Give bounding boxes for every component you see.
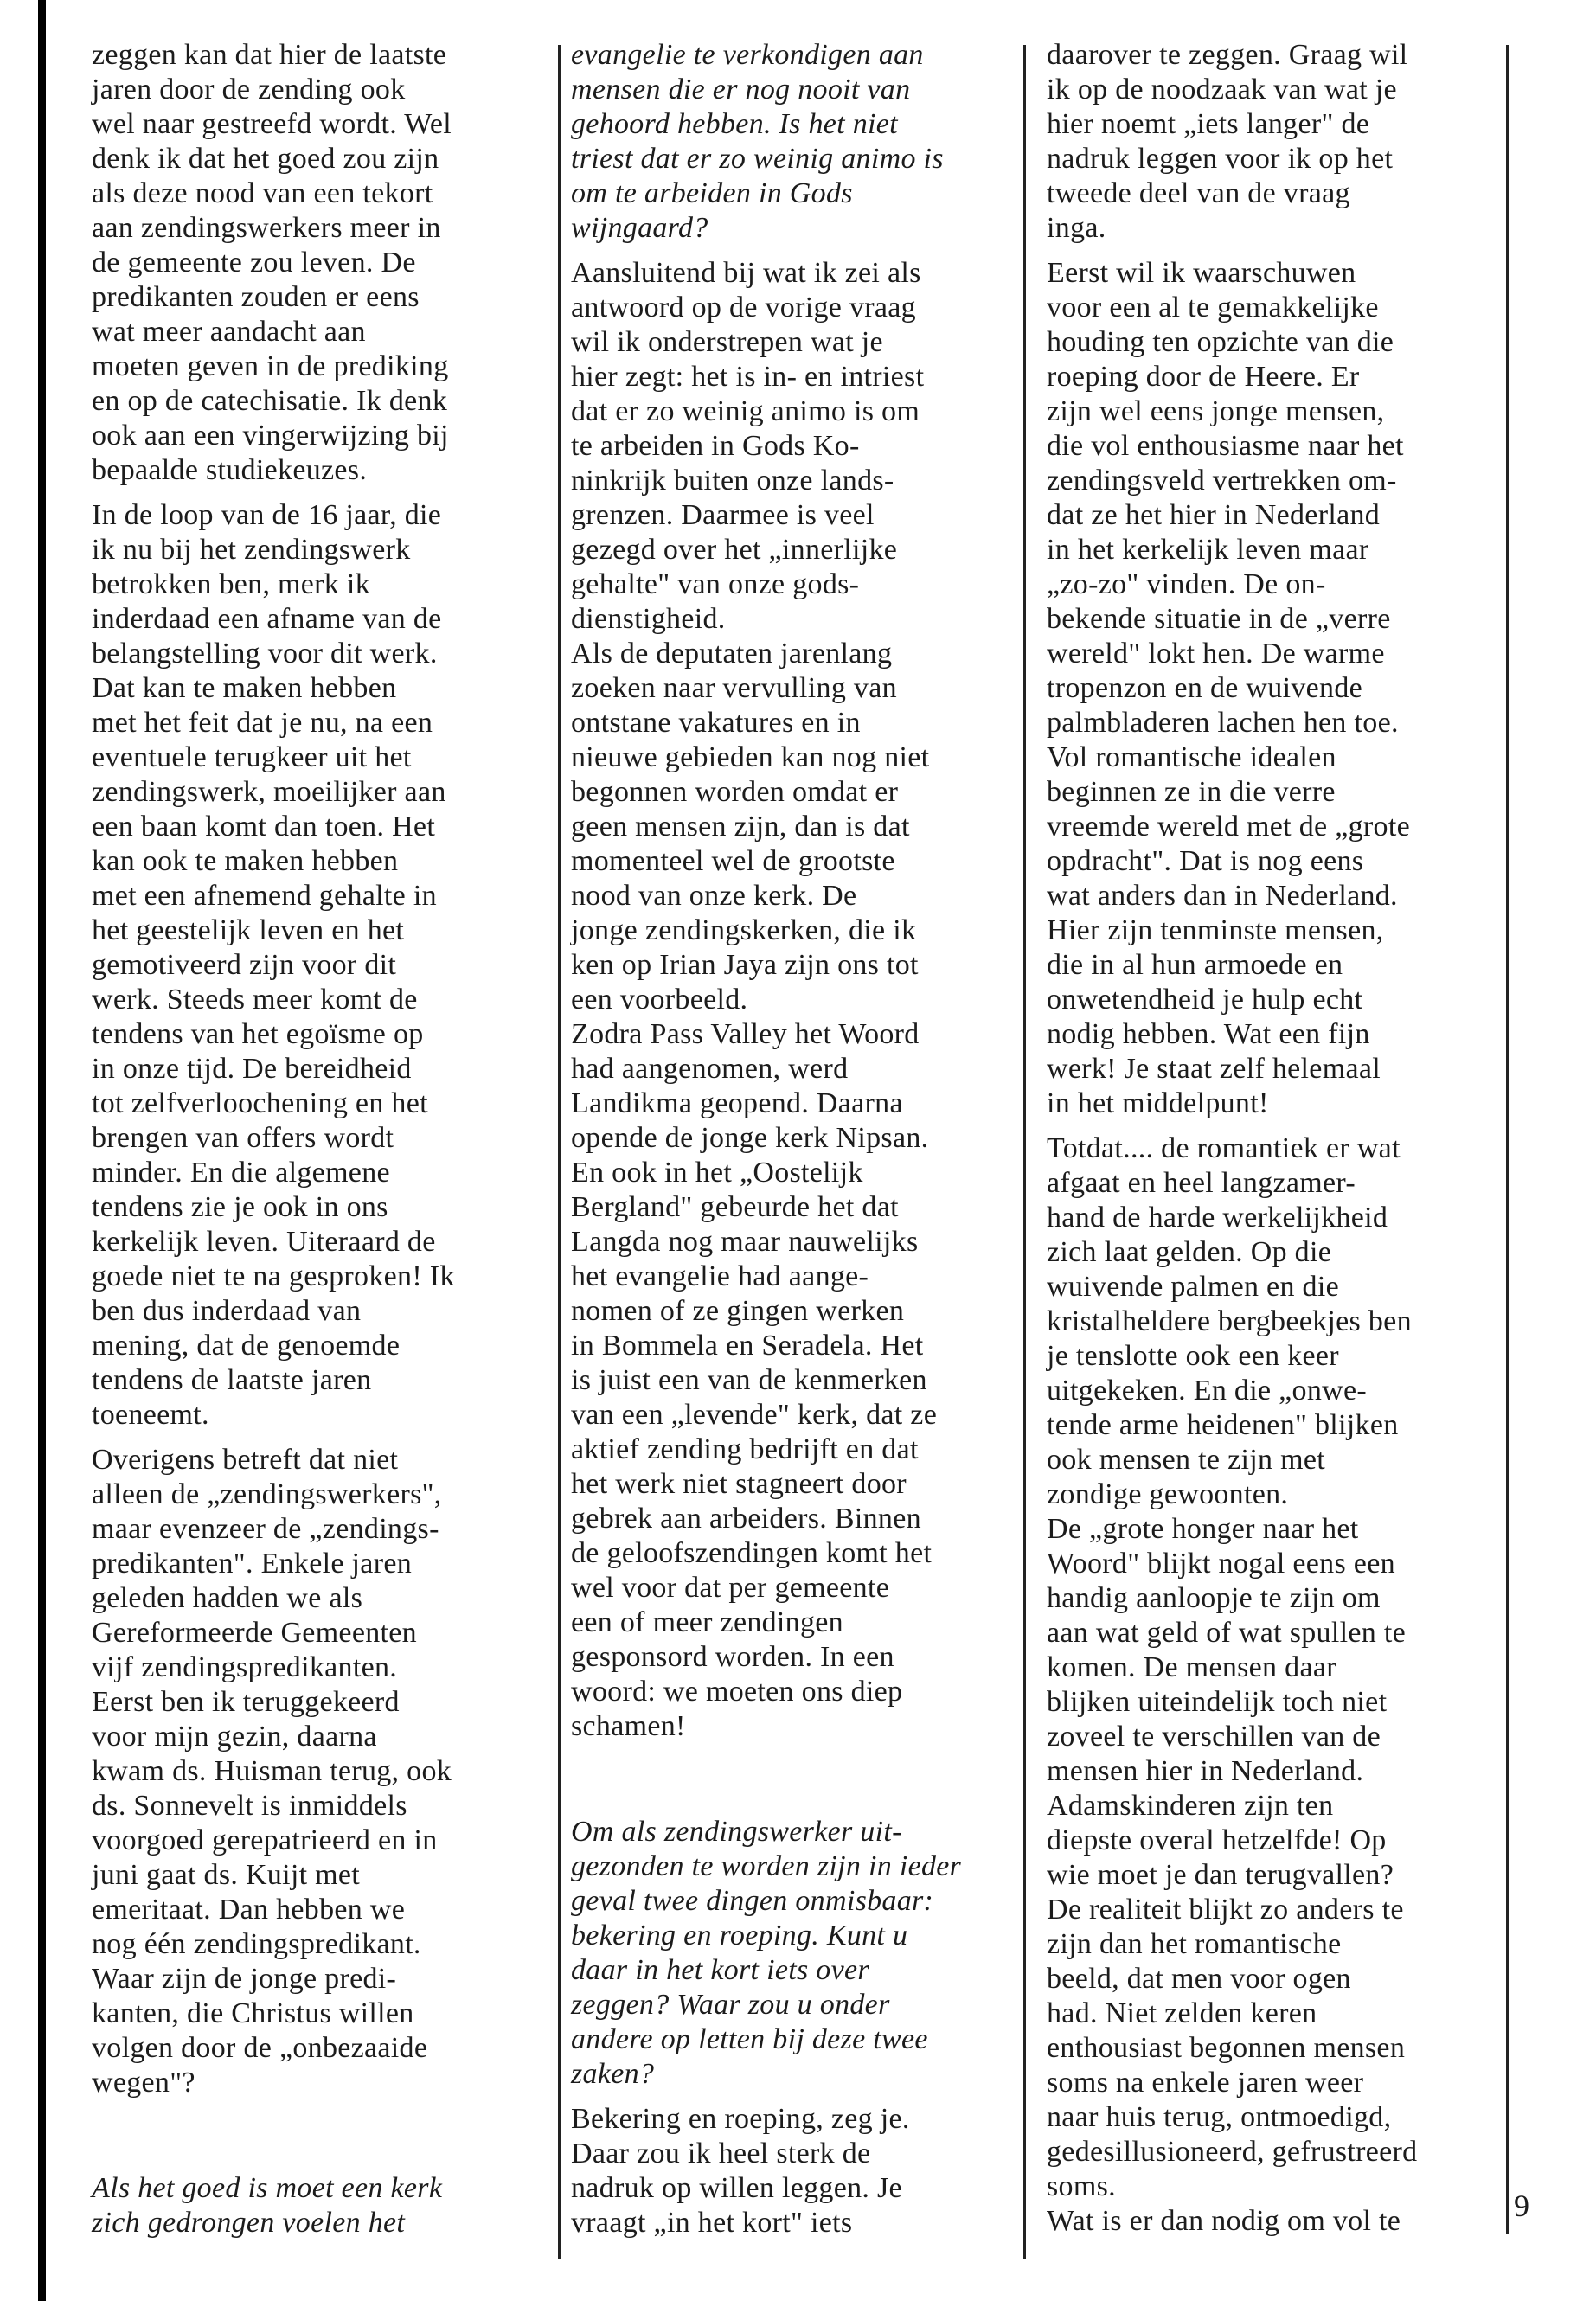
text-line: tendens van het egoïsme op [92, 1018, 424, 1050]
text-line: de gemeente zou leven. De [92, 247, 416, 279]
text-line: minder. En die algemene [92, 1157, 390, 1189]
text-line: wel voor dat per gemeente [571, 1572, 890, 1604]
text-line: grenzen. Daarmee is veel [571, 499, 875, 531]
text-line: Overigens betreft dat niet [92, 1444, 399, 1476]
text-line: nodig hebben. Wat een fijn [1047, 1018, 1370, 1050]
text-line: belangstelling voor dit werk. [92, 638, 438, 670]
text-line: zijn wel eens jonge mensen, [1047, 395, 1385, 427]
column-rule [1023, 45, 1026, 2259]
text-line: gezegd over het „innerlijke [571, 534, 898, 566]
text-line: het werk niet stagneert door [571, 1468, 907, 1500]
interview-question [571, 1815, 1012, 2092]
text-line: ik nu bij het zendingswerk [92, 534, 411, 566]
text-line: voor een al te gemakkelijke [1047, 292, 1379, 324]
text-line: nadruk leggen voor ik op het [1047, 143, 1394, 175]
text-line: Totdat.... de romantiek er wat [1047, 1132, 1401, 1164]
text-line: Woord" blijkt nogal eens een [1047, 1548, 1395, 1580]
text-line: hier zegt: het is in- en intriest [571, 361, 925, 393]
text-line: wel naar gestreefd wordt. Wel [92, 108, 452, 140]
text-line: houding ten opzichte van die [1047, 326, 1394, 358]
text-line: zoeken naar vervulling van [571, 672, 897, 704]
text-line: onwetendheid je hulp echt [1047, 984, 1363, 1016]
text-line: bekende situatie in de „verre [1047, 603, 1391, 635]
interview-answer [1047, 256, 1497, 1121]
text-line: Dat kan te maken hebben [92, 672, 397, 704]
interview-answer [571, 2102, 1012, 2240]
interview-answer [92, 498, 542, 1433]
text-line: ds. Sonnevelt is inmiddels [92, 1790, 407, 1822]
text-line: Als de deputaten jarenlang [571, 638, 893, 670]
paragraph-gap [571, 1744, 1012, 1815]
text-line: enthousiast begonnen mensen [1047, 2032, 1406, 2064]
text-line: om te arbeiden in Gods [571, 177, 853, 209]
text-line: dat er zo weinig animo is om [571, 395, 920, 427]
page-number: 9 [1514, 2189, 1529, 2223]
text-line: inderdaad een afname van de [92, 603, 442, 635]
text-line: predikanten". Enkele jaren [92, 1548, 413, 1580]
text-line: beginnen ze in die verre [1047, 776, 1336, 808]
text-line: diepste overal hetzelfde! Op [1047, 1824, 1387, 1856]
text-line: evangelie te verkondigen aan [571, 39, 924, 71]
text-line: Gereformeerde Gemeenten [92, 1617, 417, 1649]
text-line: vreemde wereld met de „grote [1047, 811, 1410, 843]
text-line: nog één zendingspredikant. [92, 1928, 421, 1960]
text-line: maar evenzeer de „zendings- [92, 1513, 439, 1545]
text-line: dienstigheid. [571, 603, 726, 635]
text-line: mening, dat de genoemde [92, 1330, 401, 1362]
text-line: hier noemt „iets langer" de [1047, 108, 1370, 140]
text-line: Hier zijn tenminste mensen, [1047, 914, 1384, 946]
text-line: wil ik onderstrepen wat je [571, 326, 883, 358]
text-line: kwam ds. Huisman terug, ook [92, 1755, 452, 1787]
text-line: Als het goed is moet een kerk [92, 2172, 443, 2204]
text-line: wat anders dan in Nederland. [1047, 880, 1398, 912]
text-line: wereld" lokt hen. De warme [1047, 638, 1385, 670]
text-line: en op de catechisatie. Ik denk [92, 385, 448, 417]
text-line: die vol enthousiasme naar het [1047, 430, 1404, 462]
text-line: In de loop van de 16 jaar, die [92, 499, 442, 531]
text-line: naar huis terug, ontmoedigd, [1047, 2101, 1392, 2133]
text-line: jonge zendingskerken, die ik [571, 914, 917, 946]
text-line: zondige gewoonten. [1047, 1478, 1289, 1510]
text-column-3 [1047, 38, 1497, 2239]
text-line: zendingswerk, moeilijker aan [92, 776, 446, 808]
text-line: in onze tijd. De bereidheid [92, 1053, 412, 1085]
text-line: bepaalde studiekeuzes. [92, 454, 368, 486]
text-line: vijf zendingspredikanten. [92, 1651, 398, 1683]
text-line: Landikma geopend. Daarna [571, 1087, 903, 1119]
text-line: eventuele terugkeer uit het [92, 741, 412, 773]
text-line: had aangenomen, werd [571, 1053, 849, 1085]
text-line: uitgekeken. En die „onwe- [1047, 1375, 1368, 1407]
text-line: Bekering en roeping, zeg je. [571, 2103, 910, 2135]
text-line: in het kerkelijk leven maar [1047, 534, 1369, 566]
text-line: in Bommela en Seradela. Het [571, 1330, 924, 1362]
interview-question [571, 38, 1012, 246]
text-line: wijngaard? [571, 212, 708, 244]
text-line: ook mensen te zijn met [1047, 1444, 1325, 1476]
text-line: Eerst wil ik waarschuwen [1047, 257, 1356, 289]
text-line: ook aan een vingerwijzing bij [92, 420, 449, 452]
text-line: denk ik dat het goed zou zijn [92, 143, 439, 175]
text-line: dat ze het hier in Nederland [1047, 499, 1381, 531]
text-line: En ook in het „Oostelijk [571, 1157, 863, 1189]
text-line: volgen door de „onbezaaide [92, 2032, 428, 2064]
text-line: momenteel wel de grootste [571, 845, 895, 877]
paragraph-gap [1047, 1121, 1497, 1131]
interview-answer [571, 256, 1012, 1744]
text-line: zoveel te verschillen van de [1047, 1721, 1381, 1753]
text-line: roeping door de Heere. Er [1047, 361, 1360, 393]
text-line: nieuwe gebieden kan nog niet [571, 741, 930, 773]
text-line: Zodra Pass Valley het Woord [571, 1018, 920, 1050]
text-line: betrokken ben, merk ik [92, 568, 370, 600]
column-rule [558, 45, 561, 2259]
text-line: kan ook te maken hebben [92, 845, 399, 877]
text-line: blijken uiteindelijk toch niet [1047, 1686, 1388, 1718]
text-line: toeneemt. [92, 1399, 209, 1431]
text-line: vraagt „in het kort" iets [571, 2207, 853, 2239]
text-line: geval twee dingen onmisbaar: [571, 1885, 934, 1917]
text-line: inga. [1047, 212, 1106, 244]
column-rule [1506, 45, 1509, 2234]
paragraph-gap [1047, 246, 1497, 256]
text-line: zijn dan het romantische [1047, 1928, 1342, 1960]
interview-answer [1047, 1131, 1497, 2239]
text-line: kristalheldere bergbeekjes ben [1047, 1305, 1412, 1337]
paragraph-gap [92, 1433, 542, 1443]
text-line: zaken? [571, 2058, 655, 2090]
text-line: Langda nog maar nauwelijks [571, 1226, 919, 1258]
text-line: triest dat er zo weinig animo is [571, 143, 944, 175]
text-line: als deze nood van een tekort [92, 177, 433, 209]
text-line: andere op letten bij deze twee [571, 2023, 928, 2055]
text-line: voorgoed gerepatrieerd en in [92, 1824, 438, 1856]
text-line: kanten, die Christus willen [92, 1997, 414, 2029]
text-line: handig aanloopje te zijn om [1047, 1582, 1381, 1614]
text-line: gesponsord worden. In een [571, 1641, 894, 1673]
text-line: werk! Je staat zelf helemaal [1047, 1053, 1381, 1085]
text-line: juni gaat ds. Kuijt met [92, 1859, 361, 1891]
text-line: beeld, dat men voor ogen [1047, 1963, 1351, 1995]
text-line: Eerst ben ik teruggekeerd [92, 1686, 400, 1718]
text-line: Adamskinderen zijn ten [1047, 1790, 1334, 1822]
scan-edge [38, 0, 46, 2301]
text-line: die in al hun armoede en [1047, 949, 1343, 981]
text-line: je tenslotte ook een keer [1047, 1340, 1339, 1372]
text-line: emeritaat. Dan hebben we [92, 1894, 406, 1926]
text-line: brengen van offers wordt [92, 1122, 394, 1154]
text-line: De realiteit blijkt zo anders te [1047, 1894, 1404, 1926]
text-line: schamen! [571, 1710, 686, 1742]
text-line: mensen hier in Nederland. [1047, 1755, 1364, 1787]
text-line: aan zendingswerkers meer in [92, 212, 441, 244]
text-line: een of meer zendingen [571, 1606, 843, 1638]
text-line: gemotiveerd zijn voor dit [92, 949, 397, 981]
text-line: komen. De mensen daar [1047, 1651, 1336, 1683]
text-line: een baan komt dan toen. Het [92, 811, 436, 843]
text-line: het geestelijk leven en het [92, 914, 405, 946]
text-line: Bergland" gebeurde het dat [571, 1191, 899, 1223]
text-line: „zo-zo" vinden. De on- [1047, 568, 1326, 600]
text-line: te arbeiden in Gods Ko- [571, 430, 860, 462]
text-line: Om als zendingswerker uit- [571, 1816, 902, 1848]
text-line: wie moet je dan terugvallen? [1047, 1859, 1394, 1891]
text-line: aan wat geld of wat spullen te [1047, 1617, 1406, 1649]
text-line: ben dus inderdaad van [92, 1295, 362, 1327]
text-line: afgaat en heel langzamer- [1047, 1167, 1356, 1199]
paragraph-gap [92, 488, 542, 498]
text-line: Aansluitend bij wat ik zei als [571, 257, 921, 289]
text-line: woord: we moeten ons diep [571, 1676, 903, 1708]
text-line: Waar zijn de jonge predi- [92, 1963, 397, 1995]
text-line: ik op de noodzaak van wat je [1047, 74, 1397, 106]
text-line: zendingsveld vertrekken om- [1047, 465, 1397, 497]
text-line: in het middelpunt! [1047, 1087, 1269, 1119]
text-line: moeten geven in de prediking [92, 350, 449, 382]
text-line: tot zelfverloochening en het [92, 1087, 428, 1119]
text-line: had. Niet zelden keren [1047, 1997, 1317, 2029]
text-line: nadruk op willen leggen. Je [571, 2172, 902, 2204]
text-line: nood van onze kerk. De [571, 880, 857, 912]
text-line: daarover te zeggen. Graag wil [1047, 39, 1408, 71]
text-line: wuivende palmen en die [1047, 1271, 1339, 1303]
text-line: zich laat gelden. Op die [1047, 1236, 1332, 1268]
text-line: ontstane vakatures en in [571, 707, 861, 739]
text-line: daar in het kort iets over [571, 1954, 869, 1986]
text-line: jaren door de zending ook [92, 74, 406, 106]
text-line: predikanten zouden er eens [92, 281, 420, 313]
paragraph-gap [92, 2100, 542, 2171]
text-line: zeggen kan dat hier de laatste [92, 39, 447, 71]
text-line: opende de jonge kerk Nipsan. [571, 1122, 929, 1154]
text-line: nomen of ze gingen werken [571, 1295, 905, 1327]
text-line: geen mensen zijn, dan is dat [571, 811, 910, 843]
text-line: wegen"? [92, 2067, 195, 2099]
text-line: Wat is er dan nodig om vol te [1047, 2205, 1401, 2237]
text-line: gezonden te worden zijn in ieder [571, 1850, 962, 1882]
text-line: is juist een van de kenmerken [571, 1364, 927, 1396]
text-line: voor mijn gezin, daarna [92, 1721, 377, 1753]
text-line: van een „levende" kerk, dat ze [571, 1399, 938, 1431]
text-line: hand de harde werkelijkheid [1047, 1202, 1388, 1234]
text-line: tendens de laatste jaren [92, 1364, 372, 1396]
text-line: met een afnemend gehalte in [92, 880, 437, 912]
text-line: geleden hadden we als [92, 1582, 363, 1614]
text-line: werk. Steeds meer komt de [92, 984, 418, 1016]
text-line: tropenzon en de wuivende [1047, 672, 1363, 704]
text-line: palmbladeren lachen hen toe. [1047, 707, 1399, 739]
text-line: gehoord hebben. Is het niet [571, 108, 898, 140]
text-line: mensen die er nog nooit van [571, 74, 911, 106]
text-line: goede niet te na gesproken! Ik [92, 1260, 455, 1292]
text-line: Daar zou ik heel sterk de [571, 2138, 871, 2170]
text-line: gehalte" van onze gods- [571, 568, 860, 600]
interview-question [92, 2171, 542, 2240]
interview-answer [92, 38, 542, 488]
text-line: Vol romantische idealen [1047, 741, 1336, 773]
text-line: De „grote honger naar het [1047, 1513, 1359, 1545]
text-line: tendens zie je ook in ons [92, 1191, 388, 1223]
text-line: gedesillusioneerd, gefrustreerd [1047, 2136, 1418, 2168]
interview-answer [1047, 38, 1497, 246]
text-line: zeggen? Waar zou u onder [571, 1989, 890, 2021]
text-column-2 [571, 38, 1012, 2240]
text-line: ken op Irian Jaya zijn ons tot [571, 949, 919, 981]
text-line: begonnen worden omdat er [571, 776, 899, 808]
text-line: soms na enkele jaren weer [1047, 2067, 1364, 2099]
text-line: antwoord op de vorige vraag [571, 292, 916, 324]
text-line: aktief zending bedrijft en dat [571, 1433, 919, 1465]
text-line: zich gedrongen voelen het [92, 2207, 406, 2239]
interview-answer [92, 1443, 542, 2100]
text-line: een voorbeeld. [571, 984, 748, 1016]
text-column-1 [92, 38, 542, 2240]
text-line: tende arme heidenen" blijken [1047, 1409, 1399, 1441]
text-line: wat meer aandacht aan [92, 316, 366, 348]
text-line: alleen de „zendingswerkers", [92, 1478, 442, 1510]
paragraph-gap [571, 2092, 1012, 2102]
text-line: soms. [1047, 2170, 1116, 2202]
text-line: opdracht". Dat is nog eens [1047, 845, 1364, 877]
text-line: ninkrijk buiten onze lands- [571, 465, 894, 497]
text-line: met het feit dat je nu, na een [92, 707, 433, 739]
text-line: kerkelijk leven. Uiteraard de [92, 1226, 436, 1258]
text-line: gebrek aan arbeiders. Binnen [571, 1503, 921, 1535]
text-line: tweede deel van de vraag [1047, 177, 1350, 209]
text-line: het evangelie had aange- [571, 1260, 869, 1292]
paragraph-gap [571, 246, 1012, 256]
text-line: bekering en roeping. Kunt u [571, 1920, 908, 1952]
text-line: de geloofszendingen komt het [571, 1537, 933, 1569]
